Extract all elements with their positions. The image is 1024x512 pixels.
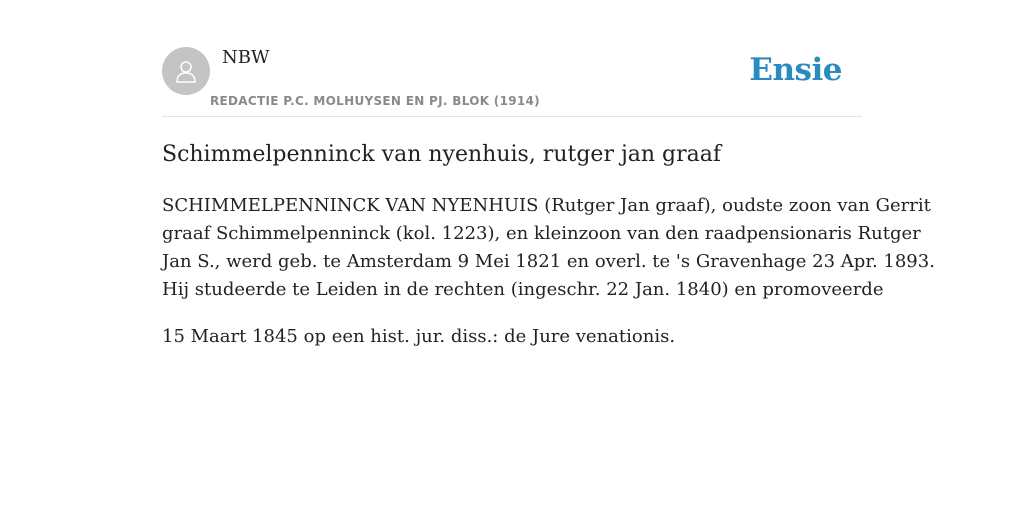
ensie-logo[interactable]: Ensie [749,52,842,88]
user-icon [172,57,200,85]
paragraph-line: Hij studeerde te Leiden in de rechten (ingeschr. 22 Jan. 1840) en promoveerde [162,279,884,300]
source-name[interactable]: NBW [222,47,270,68]
source-subtitle: REDACTIE P.C. MOLHUYSEN EN PJ. BLOK (1914) [210,94,540,108]
article-title: Schimmelpenninck van nyenhuis, rutger jan graaf [162,142,722,167]
paragraph-line: graaf Schimmelpenninck (kol. 1223), en kleinzoon van den raadpensionaris Rutger [162,223,921,244]
avatar[interactable] [162,47,210,95]
paragraph-line: Jan S., werd geb. te Amsterdam 9 Mei 1821 en overl. te 's Gravenhage 23 Apr. 1893. [162,251,935,272]
article-paragraph-2: 15 Maart 1845 op een hist. jur. diss.: de Jure venationis. [162,326,676,347]
source-header [162,40,862,117]
paragraph-line: SCHIMMELPENNINCK VAN NYENHUIS (Rutger Jan graaf), oudste zoon van Gerrit [162,195,931,216]
article-paragraph-1 [162,192,935,304]
